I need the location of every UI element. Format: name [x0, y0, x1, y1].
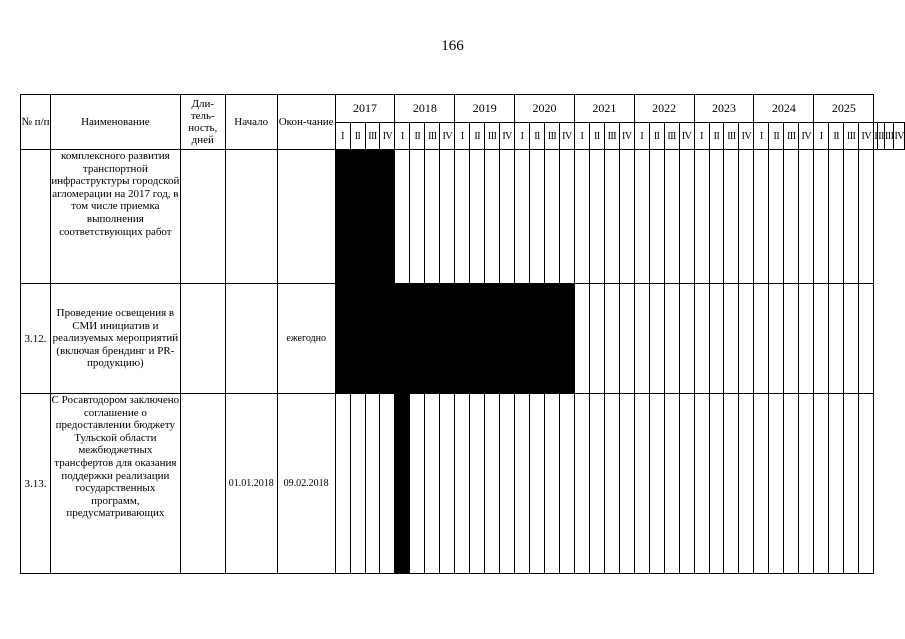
quarter-cell: [500, 150, 515, 284]
quarter-cell: [604, 394, 619, 574]
year-2021: 2021: [574, 95, 634, 123]
quarter-label: IV: [894, 123, 905, 150]
header-name: Наименование: [50, 95, 180, 150]
quarter-cell: [559, 394, 574, 574]
quarter-cell: [799, 284, 814, 394]
quarter-cell: [619, 394, 634, 574]
quarter-cell: [574, 150, 589, 284]
quarter-label: III: [425, 123, 440, 150]
quarter-cell: [470, 150, 485, 284]
quarter-cell: [500, 394, 515, 574]
quarter-cell: [844, 150, 859, 284]
row-end: [277, 150, 335, 284]
header-duration: Дли-тель-ность, дней: [180, 95, 225, 150]
quarter-label: II: [709, 123, 724, 150]
quarter-label: III: [485, 123, 500, 150]
quarter-label: II: [878, 123, 885, 150]
quarter-label: III: [884, 123, 894, 150]
quarter-cell: [410, 150, 425, 284]
quarter-cell: [545, 150, 560, 284]
quarter-cell: [829, 394, 844, 574]
quarter-cell: [530, 394, 545, 574]
row-name: комплексного развития транспортной инфраструктуры городской агломерации на 2017 год, в том числе приемка выполнения соответствующих работ: [50, 150, 180, 284]
quarter-cell: [724, 150, 739, 284]
quarter-cell: [814, 284, 829, 394]
quarter-label: II: [769, 123, 784, 150]
quarter-cell: [694, 150, 709, 284]
quarter-label: I: [634, 123, 649, 150]
year-2025: 2025: [814, 95, 874, 123]
quarter-cell: [739, 284, 754, 394]
quarter-cell: [365, 394, 380, 574]
header-start: Начало: [225, 95, 277, 150]
quarter-cell: [634, 284, 649, 394]
quarter-cell: [440, 394, 455, 574]
quarter-label: III: [664, 123, 679, 150]
year-2024: 2024: [754, 95, 814, 123]
gantt-bar: [335, 150, 395, 284]
quarter-label: III: [784, 123, 799, 150]
quarter-label: IV: [679, 123, 694, 150]
quarter-cell: [425, 394, 440, 574]
quarter-cell: [709, 394, 724, 574]
quarter-cell: [829, 284, 844, 394]
quarter-cell: [395, 150, 410, 284]
header-end: Окон-чание: [277, 95, 335, 150]
quarter-label: IV: [500, 123, 515, 150]
quarter-cell: [784, 394, 799, 574]
quarter-cell: [574, 284, 589, 394]
quarter-cell: [515, 394, 530, 574]
quarter-cell: [739, 150, 754, 284]
gantt-bar: [335, 284, 574, 394]
quarter-label: III: [724, 123, 739, 150]
quarter-cell: [694, 284, 709, 394]
quarter-label: II: [410, 123, 425, 150]
quarter-cell: [784, 150, 799, 284]
row-num: [21, 150, 51, 284]
quarter-cell: [380, 394, 395, 574]
quarter-cell: [604, 284, 619, 394]
year-2017: 2017: [335, 95, 395, 123]
quarter-label: II: [350, 123, 365, 150]
quarter-label: II: [829, 123, 844, 150]
quarter-cell: [709, 150, 724, 284]
year-2022: 2022: [634, 95, 694, 123]
quarter-label: IV: [799, 123, 814, 150]
quarter-cell: [769, 394, 784, 574]
quarter-label: II: [530, 123, 545, 150]
quarter-cell: [844, 394, 859, 574]
row-name: Проведение освещения в СМИ инициатив и реализуемых мероприятий (включая брендинг и PR-продукцию): [50, 284, 180, 394]
quarter-cell: [545, 394, 560, 574]
quarter-label: III: [365, 123, 380, 150]
quarter-cell: [485, 150, 500, 284]
quarter-label: I: [814, 123, 829, 150]
quarter-cell: [694, 394, 709, 574]
quarter-label: II: [589, 123, 604, 150]
quarter-label: III: [604, 123, 619, 150]
quarter-cell: [754, 394, 769, 574]
quarter-label: I: [754, 123, 769, 150]
quarter-cell: [679, 394, 694, 574]
quarter-cell: [679, 150, 694, 284]
quarter-cell: [724, 284, 739, 394]
row-name: С Росавтодором заключено соглашение о предоставлении бюджету Тульской области межбюджетных трансфертов для оказания поддержки реализации государственных программ, предусматривающих: [50, 394, 180, 574]
gantt-bar: [395, 394, 410, 574]
quarter-label: IV: [739, 123, 754, 150]
quarter-cell: [589, 284, 604, 394]
quarter-label: IV: [619, 123, 634, 150]
quarter-cell: [604, 150, 619, 284]
quarter-cell: [844, 284, 859, 394]
quarter-cell: [664, 394, 679, 574]
row-end: ежегодно: [277, 284, 335, 394]
row-duration: [180, 284, 225, 394]
year-2020: 2020: [515, 95, 575, 123]
quarter-cell: [410, 394, 425, 574]
row-num: 3.12.: [21, 284, 51, 394]
year-2018: 2018: [395, 95, 455, 123]
year-2023: 2023: [694, 95, 754, 123]
table-row: [21, 150, 905, 284]
row-duration: [180, 394, 225, 574]
quarter-label: I: [694, 123, 709, 150]
row-num: 3.13.: [21, 394, 51, 574]
quarter-cell: [769, 150, 784, 284]
quarter-cell: [425, 150, 440, 284]
quarter-label: III: [545, 123, 560, 150]
quarter-cell: [829, 150, 844, 284]
quarter-label: I: [335, 123, 350, 150]
quarter-cell: [814, 394, 829, 574]
quarter-label: II: [470, 123, 485, 150]
quarter-label: III: [844, 123, 859, 150]
quarter-cell: [350, 394, 365, 574]
quarter-label: IV: [859, 123, 874, 150]
quarter-cell: [485, 394, 500, 574]
row-start: [225, 284, 277, 394]
table-row: [21, 394, 905, 574]
quarter-cell: [589, 150, 604, 284]
quarter-cell: [455, 394, 470, 574]
quarter-label: IV: [440, 123, 455, 150]
quarter-cell: [799, 394, 814, 574]
table-row: [21, 284, 905, 394]
quarter-label: I: [574, 123, 589, 150]
quarter-cell: [455, 150, 470, 284]
row-start: 01.01.2018: [225, 394, 277, 574]
quarter-cell: [799, 150, 814, 284]
year-2019: 2019: [455, 95, 515, 123]
quarter-cell: [649, 150, 664, 284]
gantt-table: [20, 94, 905, 574]
quarter-cell: [859, 284, 874, 394]
quarter-cell: [589, 394, 604, 574]
quarter-cell: [859, 394, 874, 574]
quarter-cell: [470, 394, 485, 574]
quarter-label: I: [515, 123, 530, 150]
quarter-cell: [559, 150, 574, 284]
quarter-cell: [709, 284, 724, 394]
row-end: 09.02.2018: [277, 394, 335, 574]
quarter-cell: [784, 284, 799, 394]
quarter-label: IV: [380, 123, 395, 150]
quarter-cell: [530, 150, 545, 284]
quarter-cell: [739, 394, 754, 574]
quarter-cell: [754, 284, 769, 394]
quarter-cell: [859, 150, 874, 284]
quarter-cell: [754, 150, 769, 284]
header-num: № п/п: [21, 95, 51, 150]
page-number: 166: [441, 38, 464, 54]
quarter-label: I: [455, 123, 470, 150]
quarter-cell: [649, 394, 664, 574]
quarter-cell: [515, 150, 530, 284]
row-start: [225, 150, 277, 284]
quarter-cell: [664, 284, 679, 394]
quarter-label: II: [649, 123, 664, 150]
quarter-cell: [335, 394, 350, 574]
quarter-cell: [724, 394, 739, 574]
quarter-cell: [814, 150, 829, 284]
quarter-cell: [679, 284, 694, 394]
quarter-cell: [649, 284, 664, 394]
quarter-cell: [619, 150, 634, 284]
quarter-cell: [664, 150, 679, 284]
quarter-cell: [634, 394, 649, 574]
quarter-label: I: [874, 123, 878, 150]
row-duration: [180, 150, 225, 284]
quarter-cell: [440, 150, 455, 284]
quarter-cell: [769, 284, 784, 394]
quarter-label: IV: [559, 123, 574, 150]
quarter-cell: [574, 394, 589, 574]
quarter-cell: [634, 150, 649, 284]
quarter-label: I: [395, 123, 410, 150]
quarter-cell: [619, 284, 634, 394]
